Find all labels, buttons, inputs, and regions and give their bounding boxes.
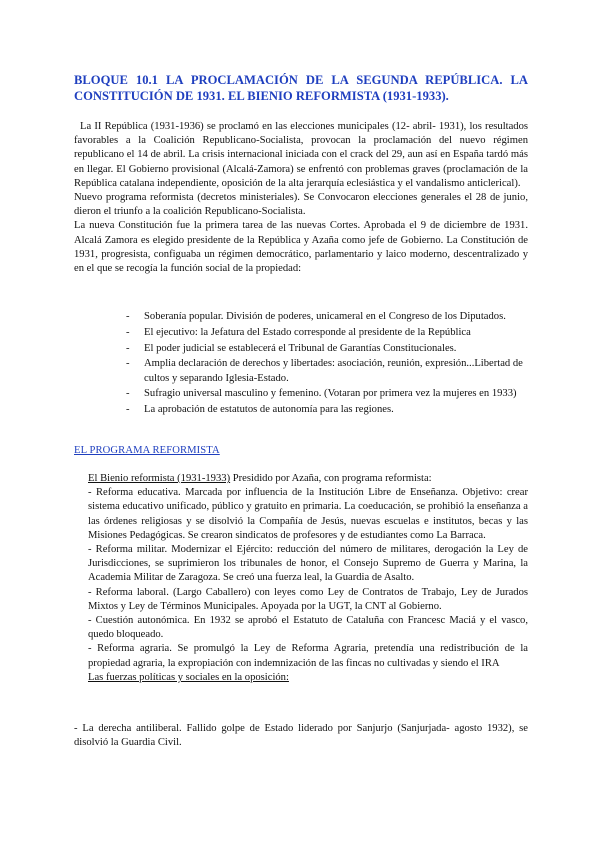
list-item xyxy=(126,342,528,356)
list-item-text: Amplia declaración de derechos y libertades: asociación, reunión, expresión...Libertad de cultos y separando Iglesia-Estado. xyxy=(144,358,523,384)
intro-section xyxy=(74,120,528,276)
list-item-text: Sufragio universal masculino y femenino. (Votaran por primera vez la mujeres en 1933) xyxy=(144,388,517,400)
list-item xyxy=(126,357,528,385)
closing-paragraph: - La derecha antiliberal. Fallido golpe de Estado liderado por Sanjurjo (Sanjurjada- agosto 1932), se disolvió la Guardia Civil. xyxy=(74,723,528,749)
opposition-forces-label: Las fuerzas políticas y sociales en la oposición: xyxy=(88,671,289,683)
constitution-points-list xyxy=(126,310,528,419)
list-item xyxy=(126,326,528,340)
list-item xyxy=(126,403,528,417)
bienio-label: El Bienio reformista (1931-1933) xyxy=(88,473,231,484)
list-dash: - xyxy=(126,342,130,354)
list-item xyxy=(126,310,528,324)
document-title: BLOQUE 10.1 LA PROCLAMACIÓN DE LA SEGUNDA REPÚBLICA. LA CONSTITUCIÓN DE 1931. EL BIENIO REFORMISTA (1931-1933). xyxy=(74,73,528,103)
intro-paragraph-3: La nueva Constitución fue la primera tarea de las nuevas Cortes. Aprobada el 9 de diciembre de 1931. Alcalá Zamora es elegido presidente de la República y Azaña como jefe de Gobierno. La Constitución de 1931, progresista, configuaba un régimen democrático, parlamentario y laico moderno, descentralizado y en el que se recogía la función social de la propiedad: xyxy=(74,220,528,275)
reform-section xyxy=(88,472,528,685)
list-item-text: La aprobación de estatutos de autonomía para las regiones. xyxy=(144,404,394,416)
reform-item-agrarian: - Reforma agraria. Se promulgó la Ley de Reforma Agraria, pretendía una redistribución de la propiedad agraria, la expropiación con indemnización de las fincas no cultivadas y siendo el IRA xyxy=(88,643,528,669)
reform-item-autonomy: - Cuestión autonómica. En 1932 se aprobó el Estatuto de Cataluña con Francesc Maciá y el vasco, quedo bloqueado. xyxy=(88,615,528,641)
bienio-intro xyxy=(88,472,528,486)
list-dash: - xyxy=(126,358,130,370)
list-dash: - xyxy=(126,311,130,322)
intro-paragraph-2: Nuevo programa reformista (decretos ministeriales). Se Convocaron elecciones generales el 28 de junio, dieron el triunfo a la coalición Republicano-Socialista. xyxy=(74,192,528,218)
list-item-text: Soberanía popular. División de poderes, unicameral en el Congreso de los Diputados. xyxy=(144,311,506,322)
bienio-text: Presidido por Azaña, con programa reformista: xyxy=(230,473,432,484)
list-item xyxy=(126,387,528,401)
list-item-text: El poder judicial se establecerá el Tribunal de Garantías Constitucionales. xyxy=(144,342,457,354)
reform-item-labor: - Reforma laboral. (Largo Caballero) con leyes como Ley de Contratos de Trabajo, Ley de Jurados Mixtos y Ley de Términos Municipales. Apoyada por la UGT, la CNT al Gobierno. xyxy=(88,586,528,612)
reform-item-education: - Reforma educativa. Marcada por influencia de la Institución Libre de Enseñanza. Objetivo: crear sistema educativo unificado, público y gratuito en primaria. La coeducación, se prohibió la enseñanza a las órdenes religiosas y se disolvió la Compañía de Jesús, nuevas escuelas e institutos, becas y las Misiones Pedagógicas. Se crearon sindicatos de profesores y de estudiantes como La Barraca. xyxy=(88,487,528,541)
intro-paragraph-1: La II República (1931-1936) se proclamó en las elecciones municipales (12- abril- 1931), los resultados favorables a la Coalición Republicano-Socialista, provocan la proclamación del nuevo régimen republicano el 14 de abril. La crisis internacional iniciada con el crack del 29, aun así en España tardó más en llegar. El Gobierno provisional (Alcalá-Zamora) se enfrentó con problemas graves (proclamación de la República catalana independiente, oposición de la alta jerarquía eclesiástica y el vandalismo anticlerical). xyxy=(74,121,528,189)
section-heading-reform-program: EL PROGRAMA REFORMISTA xyxy=(74,445,220,456)
list-dash: - xyxy=(126,404,130,416)
list-item-text: El ejecutivo: la Jefatura del Estado corresponde al presidente de la República xyxy=(144,326,471,338)
list-dash: - xyxy=(126,326,130,338)
list-dash: - xyxy=(126,388,130,400)
reform-item-military: - Reforma militar. Modernizar el Ejército: reducción del número de militares, derogación la Ley de Jurisdicciones, se suprimieron los tribunales de honor, el Consejo Supremo de Guerra y Marina, la Academia Militar de Zaragoza. Se creó una fuerza leal, la Guardia de Asalto. xyxy=(88,544,528,584)
